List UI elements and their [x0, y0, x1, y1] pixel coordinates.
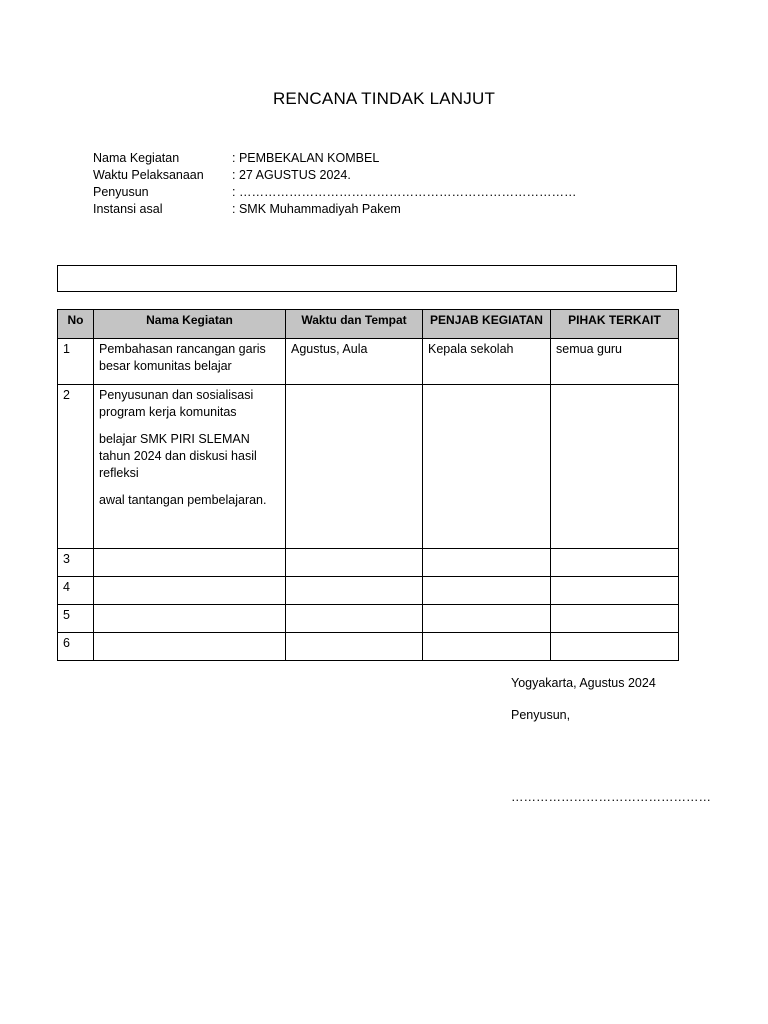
cell-no: 1 — [58, 339, 94, 385]
cell-kegiatan — [94, 385, 286, 549]
info-label: Waktu Pelaksanaan — [93, 168, 204, 182]
header-pihak-terkait: PIHAK TERKAIT — [551, 310, 679, 339]
cell-penjab: Kepala sekolah — [423, 339, 551, 385]
cell-waktu — [286, 605, 423, 633]
cell-kegiatan — [94, 605, 286, 633]
cell-pihak — [551, 385, 679, 549]
info-value: : ……………………………………………………………………… — [232, 185, 577, 199]
signature-place-date: Yogyakarta, Agustus 2024 — [511, 676, 656, 690]
cell-penjab — [423, 605, 551, 633]
cell-penjab — [423, 549, 551, 577]
cell-waktu — [286, 577, 423, 605]
info-label: Penyusun — [93, 185, 149, 199]
cell-no: 6 — [58, 633, 94, 661]
table-row — [58, 385, 679, 549]
header-penjab-kegiatan: PENJAB KEGIATAN — [423, 310, 551, 339]
table-row — [58, 633, 679, 661]
cell-kegiatan-text: awal tantangan pembelajaran. — [99, 493, 267, 507]
info-value: : PEMBEKALAN KOMBEL — [232, 151, 380, 165]
empty-input-box — [57, 265, 677, 292]
cell-kegiatan-text: belajar SMK PIRI SLEMAN tahun 2024 dan diskusi hasil refleksi — [99, 432, 257, 480]
table-row — [58, 605, 679, 633]
header-no: No — [58, 310, 94, 339]
table-row — [58, 549, 679, 577]
activity-table — [57, 309, 679, 661]
cell-kegiatan — [94, 633, 286, 661]
cell-pihak — [551, 577, 679, 605]
cell-no: 4 — [58, 577, 94, 605]
cell-penjab — [423, 633, 551, 661]
cell-pihak: semua guru — [551, 339, 679, 385]
cell-no: 2 — [58, 385, 94, 549]
info-value: : 27 AGUSTUS 2024. — [232, 168, 351, 182]
cell-kegiatan-text: Penyusunan dan sosialisasi program kerja komunitas — [99, 388, 254, 419]
cell-penjab — [423, 577, 551, 605]
cell-no: 5 — [58, 605, 94, 633]
cell-kegiatan — [94, 577, 286, 605]
signature-name-line: ………………………………………… — [511, 790, 711, 804]
cell-waktu — [286, 633, 423, 661]
cell-pihak — [551, 605, 679, 633]
cell-pihak — [551, 633, 679, 661]
cell-waktu — [286, 549, 423, 577]
table-row — [58, 577, 679, 605]
cell-kegiatan — [94, 549, 286, 577]
header-nama-kegiatan: Nama Kegiatan — [94, 310, 286, 339]
signature-role: Penyusun, — [511, 708, 571, 722]
table-row — [58, 339, 679, 385]
cell-pihak — [551, 549, 679, 577]
cell-penjab — [423, 385, 551, 549]
cell-waktu — [286, 385, 423, 549]
cell-kegiatan-text: Pembahasan rancangan garis besar komunitas belajar — [99, 342, 266, 373]
document-title: RENCANA TINDAK LANJUT — [272, 89, 496, 108]
table-header-row — [58, 310, 679, 339]
cell-no: 3 — [58, 549, 94, 577]
cell-kegiatan — [94, 339, 286, 385]
info-value: : SMK Muhammadiyah Pakem — [232, 202, 401, 216]
info-label: Instansi asal — [93, 202, 163, 216]
header-waktu-tempat: Waktu dan Tempat — [286, 310, 423, 339]
cell-waktu: Agustus, Aula — [286, 339, 423, 385]
info-label: Nama Kegiatan — [93, 151, 180, 165]
